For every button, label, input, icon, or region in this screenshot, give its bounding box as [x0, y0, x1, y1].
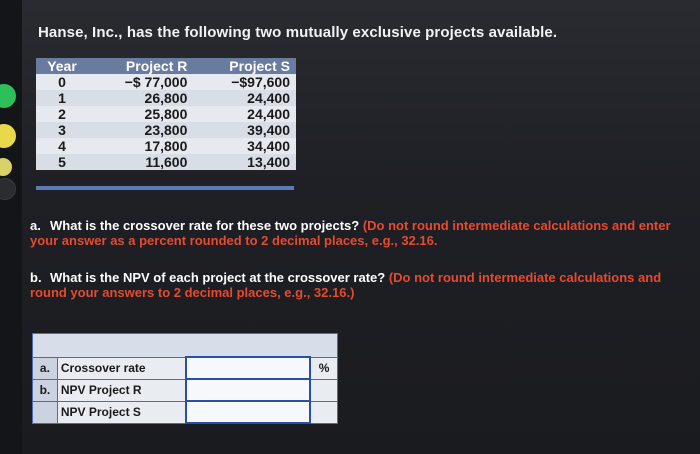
project-s-cell: −$97,600	[193, 74, 296, 90]
left-strip	[0, 0, 22, 454]
table-row	[36, 122, 296, 138]
table-divider	[36, 186, 294, 190]
year-cell: 0	[36, 74, 88, 90]
answer-description: Crossover rate	[57, 357, 186, 379]
npv-project-r-input[interactable]	[186, 379, 310, 401]
npv-project-s-input[interactable]	[186, 401, 310, 423]
project-s-cell: 34,400	[193, 138, 296, 154]
answer-header-row	[33, 334, 338, 358]
question-a-note: (Do not round intermediate calculations and enter your answer as a percent rounded to 2 decimal places, e.g., 32.16.	[30, 218, 671, 248]
project-s-cell: 39,400	[193, 122, 296, 138]
table-row	[36, 106, 296, 122]
year-cell: 2	[36, 106, 88, 122]
question-a-text: What is the crossover rate for these two projects?	[50, 218, 360, 233]
project-r-cell: 23,800	[88, 122, 193, 138]
header-project-r: Project R	[88, 58, 193, 74]
project-r-cell: 11,600	[88, 154, 193, 170]
status-dot-yellow-small	[0, 158, 12, 176]
project-r-cell: 26,800	[88, 90, 193, 106]
project-s-cell: 24,400	[193, 90, 296, 106]
percent-unit: %	[310, 357, 337, 379]
year-cell: 5	[36, 154, 88, 170]
project-s-cell: 13,400	[193, 154, 296, 170]
project-r-cell: 25,800	[88, 106, 193, 122]
question-a-label: a.	[30, 218, 41, 233]
table-row	[36, 138, 296, 154]
status-dot-green	[0, 84, 16, 108]
header-year: Year	[36, 58, 88, 74]
answer-row	[33, 401, 338, 423]
answer-header-cell	[33, 334, 338, 358]
question-a	[30, 218, 680, 248]
answer-label: a.	[33, 357, 58, 379]
year-cell: 4	[36, 138, 88, 154]
year-cell: 3	[36, 122, 88, 138]
crossover-rate-input[interactable]	[186, 357, 310, 379]
project-r-cell: 17,800	[88, 138, 193, 154]
cash-flow-header	[36, 58, 296, 74]
answer-label	[33, 401, 58, 423]
table-row	[36, 90, 296, 106]
header-project-s: Project S	[193, 58, 296, 74]
question-b-note: (Do not round intermediate calculations and round your answers to 2 decimal places, e.g., 32.16.)	[30, 270, 662, 300]
project-r-cell: −$ 77,000	[88, 74, 193, 90]
answer-description: NPV Project R	[57, 379, 186, 401]
cash-flow-table	[36, 58, 296, 170]
year-cell: 1	[36, 90, 88, 106]
answer-row	[33, 379, 338, 401]
question-b-label: b.	[30, 270, 42, 285]
table-row	[36, 154, 296, 170]
status-dot-dark	[0, 178, 16, 200]
unit-cell	[310, 379, 337, 401]
answer-row	[33, 357, 338, 379]
question-b-text: What is the NPV of each project at the crossover rate?	[50, 270, 386, 285]
table-row	[36, 74, 296, 90]
project-s-cell: 24,400	[193, 106, 296, 122]
status-dot-yellow	[0, 124, 16, 148]
answer-description: NPV Project S	[57, 401, 186, 423]
problem-intro: Hanse, Inc., has the following two mutually exclusive projects available.	[38, 24, 558, 41]
answer-label: b.	[33, 379, 58, 401]
unit-cell	[310, 401, 337, 423]
question-b	[30, 270, 680, 300]
answer-table	[32, 333, 338, 424]
